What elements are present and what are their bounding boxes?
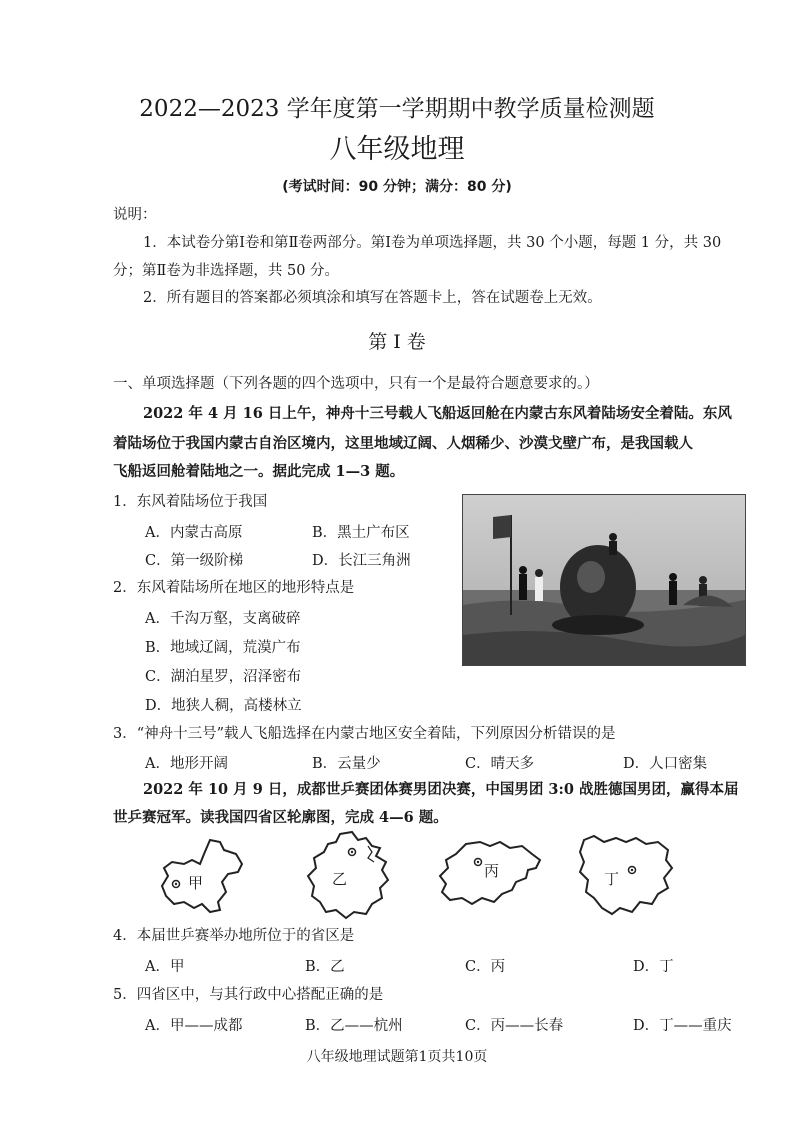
passage-2-line-2: 世乒赛冠军。读我国四省区轮廓图，完成 4—6 题。 xyxy=(113,809,448,826)
q2-stem: 2．东风着陆场所在地区的地形特点是 xyxy=(113,580,355,596)
q5-option-d: D．丁——重庆 xyxy=(633,1018,732,1034)
landing-capsule-photo xyxy=(462,494,746,666)
map-label-jia: 甲 xyxy=(188,874,204,892)
q5-option-a: A．甲——成都 xyxy=(145,1018,243,1034)
q1-option-c: C．第一级阶梯 xyxy=(145,553,244,569)
province-map-bing xyxy=(436,838,546,914)
province-outline-yi xyxy=(308,832,388,918)
section-title: 第 Ⅰ 卷 xyxy=(368,331,426,353)
subject-title: 八年级地理 xyxy=(329,134,465,165)
q1-option-d: D．长江三角洲 xyxy=(312,553,411,569)
q3-option-d: D．人口密集 xyxy=(623,756,708,772)
passage-1-line-2: 着陆场位于我国内蒙古自治区境内，这里地域辽阔、人烟稀少、沙漠戈壁广布，是我国载人 xyxy=(113,435,693,452)
q3-option-a: A．地形开阔 xyxy=(145,756,228,772)
province-map-jia xyxy=(158,836,248,920)
province-map-yi xyxy=(306,830,392,924)
q4-option-b: B．乙 xyxy=(305,959,345,975)
q4-option-a: A．甲 xyxy=(145,959,185,975)
q1-stem: 1．东风着陆场位于我国 xyxy=(113,494,268,510)
q4-stem: 4．本届世乒赛举办地所位于的省区是 xyxy=(113,928,355,944)
q2-option-c: C．湖泊星罗，沼泽密布 xyxy=(145,669,302,685)
exam-info: (考试时间：90 分钟；满分：80 分) xyxy=(282,179,512,195)
q5-option-c: C．丙——长春 xyxy=(465,1018,564,1034)
map-label-bing: 丙 xyxy=(484,862,500,880)
q4-option-c: C．丙 xyxy=(465,959,506,975)
instructions-label: 说明： xyxy=(113,207,157,223)
q4-option-d: D．丁 xyxy=(633,959,674,975)
q5-stem: 5．四省区中，与其行政中心搭配正确的是 xyxy=(113,987,384,1003)
province-outline-ding xyxy=(580,836,672,914)
q3-option-c: C．晴天多 xyxy=(465,756,535,772)
q2-option-a: A．千沟万壑，支离破碎 xyxy=(145,611,301,627)
map-label-ding: 丁 xyxy=(604,870,620,888)
part-1-heading: 一、单项选择题（下列各题的四个选项中，只有一个是最符合题意要求的。） xyxy=(113,376,599,392)
q2-option-b: B．地域辽阔，荒漠广布 xyxy=(145,640,301,656)
instruction-2: 2．所有题目的答案都必须填涂和填写在答题卡上，答在试题卷上无效。 xyxy=(143,290,602,306)
q1-option-b: B．黑土广布区 xyxy=(312,525,410,541)
capsule-illustration xyxy=(463,495,745,665)
q3-stem: 3．“神舟十三号”载人飞船选择在内蒙古地区安全着陆，下列原因分析错误的是 xyxy=(113,726,616,742)
q3-option-b: B．云量少 xyxy=(312,756,381,772)
passage-1-line-3: 飞船返回舱着陆地之一。据此完成 1—3 题。 xyxy=(113,463,405,480)
map-label-yi: 乙 xyxy=(332,870,348,888)
q1-option-a: A．内蒙古高原 xyxy=(145,525,243,541)
passage-2-line-1: 2022 年 10 月 9 日，成都世乒赛团体赛男团决赛，中国男团 3:0 战胜德国男团，赢得本届 xyxy=(143,781,739,798)
q2-option-d: D．地狭人稠，高楼林立 xyxy=(145,698,302,714)
province-map-ding xyxy=(576,832,676,922)
q5-option-b: B．乙——杭州 xyxy=(305,1018,403,1034)
instruction-1-line-1: 1．本试卷分第Ⅰ卷和第Ⅱ卷两部分。第Ⅰ卷为单项选择题，共 30 个小题，每题 1 分，共 30 xyxy=(143,235,722,251)
page-footer: 八年级地理试题第1页共10页 xyxy=(306,1049,488,1065)
passage-1-line-1: 2022 年 4 月 16 日上午，神舟十三号载人飞船返回舱在内蒙古东风着陆场安全着陆。东风 xyxy=(143,405,732,422)
exam-title: 2022—2023 学年度第一学期期中教学质量检测题 xyxy=(139,96,655,122)
instruction-1-line-2: 分；第Ⅱ卷为非选择题，共 50 分。 xyxy=(113,263,340,279)
